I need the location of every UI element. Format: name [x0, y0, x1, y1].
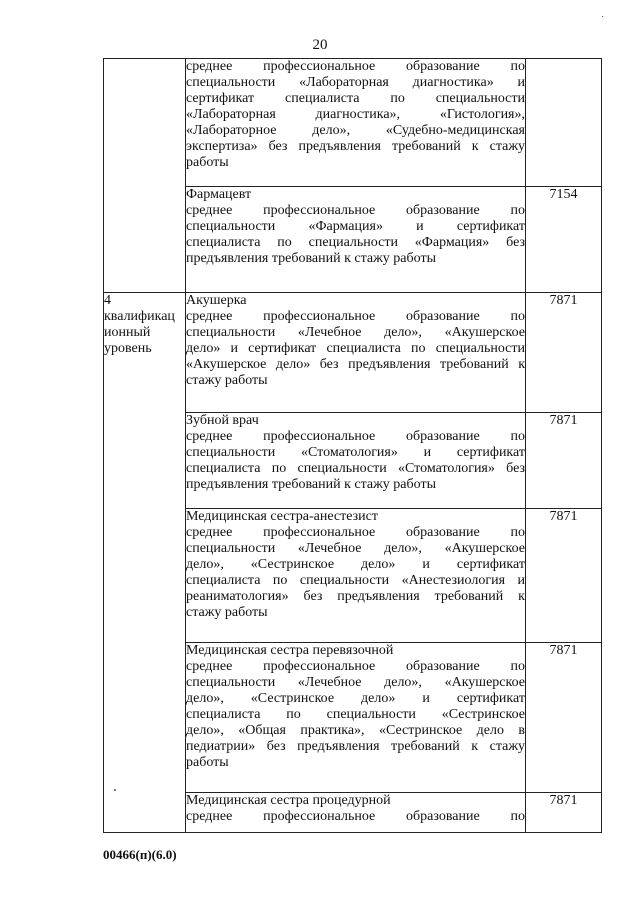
position-text-line: специальности «Лечебное дело», «Акушерское: [186, 325, 525, 340]
position-cell: [186, 509, 526, 643]
table-row: [104, 293, 602, 413]
position-text-line: предъявления требований к стажу работы: [186, 477, 436, 492]
position-title: Зубной врач: [186, 413, 259, 428]
page-number: 20: [312, 37, 328, 53]
position-text-line: сертификат специалиста по специальности: [186, 91, 525, 106]
position-text-line: среднее профессиональное образование по: [186, 525, 525, 540]
position-text-line: стажу работы: [186, 373, 268, 388]
position-title: Фармацевт: [186, 187, 252, 202]
position-text-line: «Лабораторная диагностика», «Гистология»,: [186, 107, 525, 122]
position-title: Медицинская сестра-анестезист: [186, 509, 379, 524]
position-text-line: среднее профессиональное образование по: [186, 203, 525, 218]
value-cell: 7871: [526, 509, 602, 643]
position-cell: [186, 293, 526, 413]
position-text-line: дело» и сертификат специалиста по специальности: [186, 341, 525, 356]
position-text-line: специальности «Фармация» и сертификат: [186, 219, 525, 234]
position-text-line: реаниматология» без предъявления требований к: [186, 589, 525, 604]
position-title: Медицинская сестра перевязочной: [186, 643, 394, 658]
position-text-line: дело», «Общая практика», «Сестринское дело в: [186, 723, 525, 738]
position-text-line: среднее профессиональное образование по: [186, 59, 525, 74]
position-text-line: специалиста по специальности «Сестринское: [186, 707, 525, 722]
qualification-table: [103, 58, 602, 833]
position-text-line: среднее профессиональное образование по: [186, 809, 525, 824]
position-text-line: специалиста по специальности «Анестезиология и: [186, 573, 525, 588]
value-cell: 7871: [526, 413, 602, 509]
position-text-line: «Лабораторное дело», «Судебно-медицинская: [186, 123, 525, 138]
scan-mark: ˙: [601, 15, 605, 26]
value-cell: [526, 59, 602, 187]
position-text-line: специальности «Стоматология» и сертификат: [186, 445, 525, 460]
position-text-line: стажу работы: [186, 605, 268, 620]
level-cell: [104, 59, 186, 293]
position-title: Медицинская сестра процедурной: [186, 793, 391, 808]
level-cell: [104, 293, 186, 833]
position-text-line: специалиста по специальности «Стоматология» без: [186, 461, 525, 476]
position-text-line: предъявления требований к стажу работы: [186, 251, 436, 266]
value-cell: 7871: [526, 643, 602, 793]
level-text-line: ионный: [104, 325, 151, 340]
position-text-line: экспертиза» без предъявления требований к стажу: [186, 139, 525, 154]
value-cell: 7871: [526, 293, 602, 413]
level-number: 4: [104, 293, 111, 308]
position-text-line: специалиста по специальности «Фармация» без: [186, 235, 525, 250]
value-cell: 7154: [526, 187, 602, 293]
position-text-line: среднее профессиональное образование по: [186, 429, 525, 444]
position-text-line: специальности «Лечебное дело», «Акушерское: [186, 675, 525, 690]
position-text-line: среднее профессиональное образование по: [186, 309, 525, 324]
position-title: Акушерка: [186, 293, 247, 308]
table-row: [104, 59, 602, 187]
position-text-line: специальности «Лабораторная диагностика» и: [186, 75, 525, 90]
position-cell: [186, 643, 526, 793]
position-cell: [186, 59, 526, 187]
position-text-line: специальности «Лечебное дело», «Акушерское: [186, 541, 525, 556]
position-text-line: работы: [186, 755, 229, 770]
level-text-line: квалификац: [104, 309, 175, 324]
position-text-line: дело», «Сестринское дело» и сертификат: [186, 691, 525, 706]
position-text-line: педиатрии» без предъявления требований к стажу: [186, 739, 525, 754]
position-cell: [186, 793, 526, 833]
scan-speck: [114, 789, 116, 791]
position-cell: [186, 413, 526, 509]
document-code: 00466(п)(6.0): [103, 847, 177, 862]
position-cell: [186, 187, 526, 293]
position-text-line: среднее профессиональное образование по: [186, 659, 525, 674]
level-text-line: уровень: [104, 341, 152, 356]
position-text-line: «Акушерское дело» без предъявления требований к: [186, 357, 525, 372]
position-text-line: работы: [186, 155, 229, 170]
position-text-line: дело», «Сестринское дело» и сертификат: [186, 557, 525, 572]
value-cell: 7871: [526, 793, 602, 833]
